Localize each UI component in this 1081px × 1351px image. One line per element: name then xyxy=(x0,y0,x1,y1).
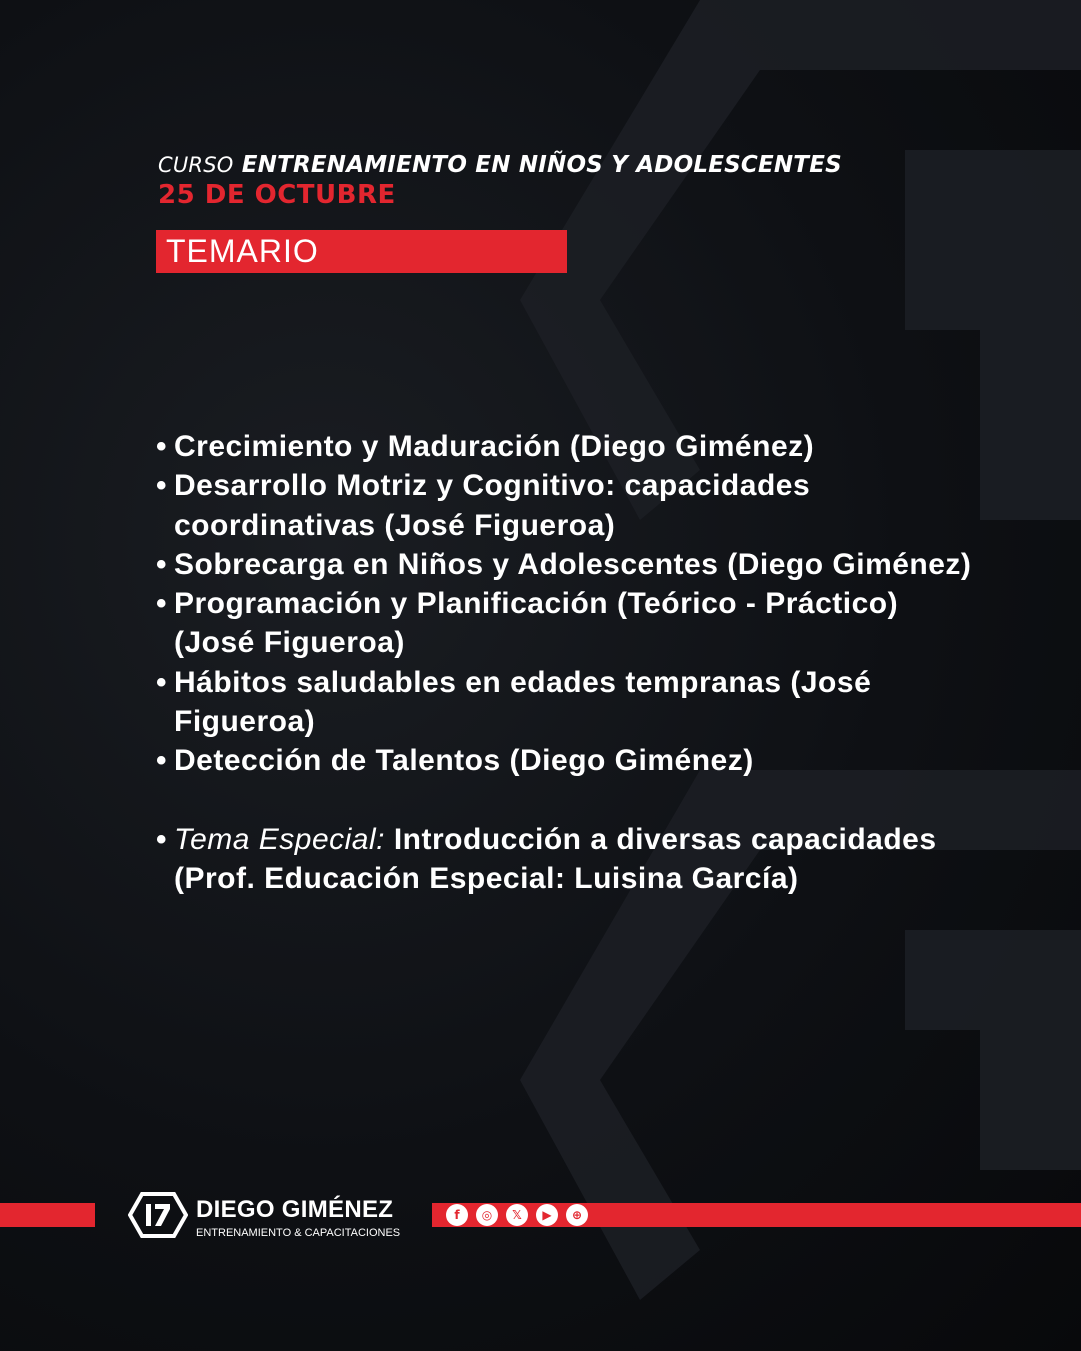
course-prefix: CURSO xyxy=(158,153,234,177)
section-label: TEMARIO xyxy=(166,233,319,269)
course-date: 25 DE OCTUBRE xyxy=(158,180,396,210)
bullet-icon: • xyxy=(156,587,168,621)
list-item xyxy=(156,545,976,584)
list-item xyxy=(156,584,976,663)
bullet-icon: • xyxy=(156,547,168,581)
brand-name: DIEGO GIMÉNEZ xyxy=(196,1196,394,1223)
brand-tagline: ENTRENAMIENTO & CAPACITACIONES xyxy=(196,1227,401,1239)
list-item xyxy=(156,741,976,780)
youtube-icon[interactable]: ▶ xyxy=(536,1204,558,1226)
special-topic-detail: (Prof. Educación Especial: Luisina García) xyxy=(174,861,799,895)
bullet-icon: • xyxy=(156,665,168,699)
social-icons xyxy=(446,1204,588,1226)
dribbble-icon[interactable]: ⊕ xyxy=(566,1204,588,1226)
section-label-banner xyxy=(156,230,567,273)
topic-text: Crecimiento y Maduración (Diego Giménez) xyxy=(174,430,815,463)
bullet-icon: • xyxy=(156,744,168,778)
list-item xyxy=(156,663,976,742)
bullet-icon: • xyxy=(156,430,168,463)
brand-logo-icon xyxy=(128,1192,188,1238)
special-topic-text: Introducción a diversas capacidades xyxy=(393,822,937,856)
footer-bar-left xyxy=(0,1203,95,1227)
topic-text: Hábitos saludables en edades tempranas (José Figueroa) xyxy=(174,665,872,739)
bullet-icon: • xyxy=(156,469,168,503)
list-item xyxy=(156,427,976,466)
special-topic xyxy=(156,820,976,899)
special-topic-lead: Tema Especial: xyxy=(174,822,385,856)
instagram-icon[interactable]: ◎ xyxy=(476,1204,498,1226)
topic-text: Detección de Talentos (Diego Giménez) xyxy=(174,744,754,778)
topic-text: Desarrollo Motriz y Cognitivo: capacidades coordinativas (José Figueroa) xyxy=(174,469,811,542)
x-icon[interactable]: 𝕏 xyxy=(506,1204,528,1226)
course-title-line xyxy=(158,152,842,178)
list-item xyxy=(156,466,976,545)
course-header xyxy=(158,152,842,210)
facebook-icon[interactable]: f xyxy=(446,1204,468,1226)
topic-text: Programación y Planificación (Teórico - Práctico) (José Figueroa) xyxy=(174,587,899,660)
topic-text: Sobrecarga en Niños y Adolescentes (Diego Giménez) xyxy=(174,547,972,581)
topic-list xyxy=(156,427,976,898)
bullet-icon: • xyxy=(156,822,168,856)
course-title: ENTRENAMIENTO EN NIÑOS Y ADOLESCENTES xyxy=(241,152,842,178)
